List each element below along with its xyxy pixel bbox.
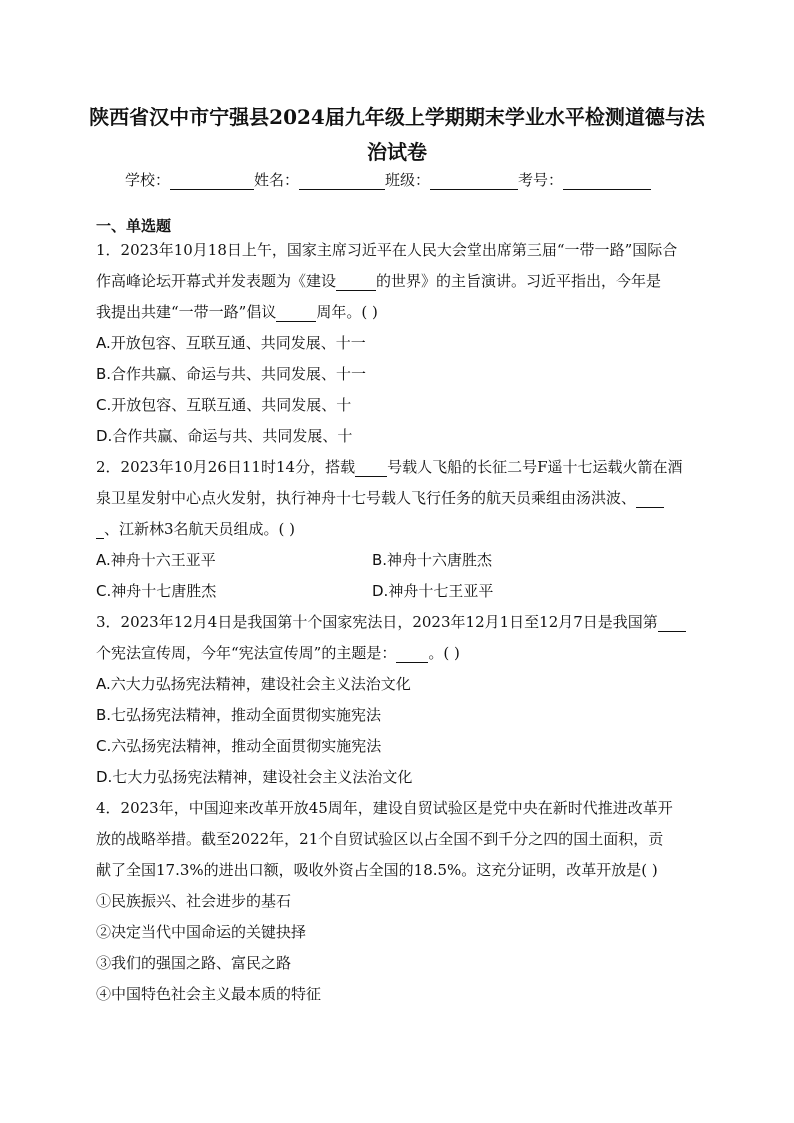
- q1-blank1: [336, 274, 376, 291]
- exam-title: [80, 100, 714, 170]
- exam-title-line2: 治试卷: [367, 140, 427, 164]
- school-label: 学校：: [125, 171, 171, 189]
- q4-line1: 4．2023年，中国迎来改革开放45周年，建设自贸试验区是党中央在新时代推进改革开: [96, 799, 673, 817]
- q3-line2: 个宪法宣传周，今年“宪法宣传周”的主题是： 。( ): [96, 644, 460, 662]
- q1-blank2: [276, 305, 316, 322]
- exam-number-blank[interactable]: [563, 173, 651, 190]
- q2-blank2-cont: [96, 522, 104, 539]
- q2-option-c: C.神舟十七唐胜杰: [96, 582, 217, 600]
- q4-line2: 放的战略举措。截至2022年，21个自贸试验区以占全国不到千分之四的国土面积，贡: [96, 830, 664, 848]
- q1-option-d: D.合作共赢、命运与共、共同发展、十: [96, 427, 353, 445]
- q2-option-d: D.神舟十七王亚平: [372, 582, 494, 600]
- q1-line2: 作高峰论坛开幕式并发表题为《建设 的世界》的主旨演讲。习近平指出，今年是: [96, 272, 662, 290]
- q4-item-1: ①民族振兴、社会进步的基石: [96, 892, 292, 910]
- q4-item-2: ②决定当代中国命运的关键抉择: [96, 923, 307, 941]
- q4-line3: 献了全国17.3%的进出口额，吸收外资占全国的18.5%。这充分证明，改革开放是( ): [96, 861, 658, 879]
- q1-line1: 1．2023年10月18日上午，国家主席习近平在人民大会堂出席第三届“一带一路”国际合: [96, 241, 678, 259]
- q3-option-d: D.七大力弘扬宪法精神，建设社会主义法治文化: [96, 768, 413, 786]
- q3-option-c: C.六弘扬宪法精神，推动全面贯彻实施宪法: [96, 737, 382, 755]
- q1-option-a: A.开放包容、互联互通、共同发展、十一: [96, 334, 366, 352]
- q2-line2: 泉卫星发射中心点火发射，执行神舟十七号载人飞行任务的航天员乘组由汤洪波、: [96, 488, 664, 508]
- q2-line3: 、江新林3名航天员组成。( ): [96, 519, 295, 539]
- q4-item-4: ④中国特色社会主义最本质的特征: [96, 985, 322, 1003]
- q1-option-b: B.合作共赢、命运与共、共同发展、十一: [96, 365, 367, 383]
- q2-option-a: A.神舟十六王亚平: [96, 551, 216, 569]
- q1-option-c: C.开放包容、互联互通、共同发展、十: [96, 396, 352, 414]
- class-label: 班级：: [385, 171, 431, 189]
- class-blank[interactable]: [430, 173, 518, 190]
- q3-blank2: [396, 646, 428, 663]
- q3-line1: 3．2023年12月4日是我国第十个国家宪法日，2023年12月1日至12月7日是我国第: [96, 612, 686, 632]
- school-blank[interactable]: [170, 173, 254, 190]
- q2-option-b: B.神舟十六唐胜杰: [372, 551, 493, 569]
- q2-blank2: [636, 491, 664, 508]
- q3-blank1: [658, 615, 686, 632]
- exam-number-label: 考号：: [518, 171, 564, 189]
- q2-blank1: [355, 460, 387, 477]
- exam-title-line1: 陕西省汉中市宁强县2024届九年级上学期期末学业水平检测道德与法: [89, 105, 705, 129]
- name-blank[interactable]: [299, 173, 385, 190]
- section-heading: 一、单选题: [96, 217, 172, 235]
- q1-line3: 我提出共建“一带一路”倡议 周年。( ): [96, 303, 378, 321]
- q2-line1: 2．2023年10月26日11时14分，搭载 号载人飞船的长征二号F遥十七运载火箭在酒: [96, 458, 683, 476]
- q3-option-a: A.六大力弘扬宪法精神，建设社会主义法治文化: [96, 675, 411, 693]
- q4-item-3: ③我们的强国之路、富民之路: [96, 954, 292, 972]
- student-info-row: [125, 170, 651, 190]
- name-label: 姓名：: [254, 171, 300, 189]
- q3-option-b: B.七弘扬宪法精神，推动全面贯彻实施宪法: [96, 706, 382, 724]
